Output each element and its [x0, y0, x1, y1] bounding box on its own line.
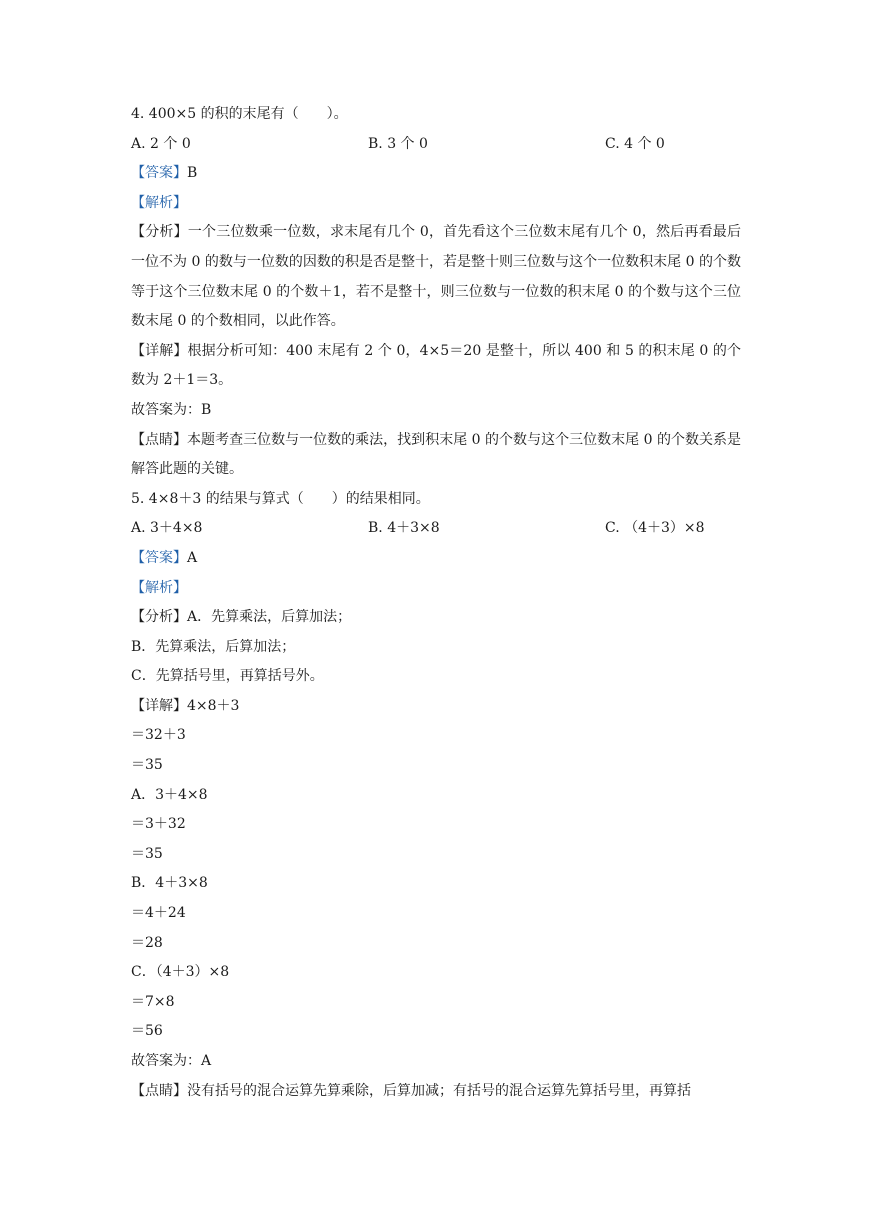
calc-step: ＝4＋24 — [131, 905, 186, 922]
question-5-options — [131, 514, 741, 544]
xiangjie-text: 根据分析可知：400 末尾有 2 个 0，4×5＝20 是整十，所以 400 和 5 的积末尾 0 的个数为 2＋1＝3。 — [131, 342, 742, 389]
question-4-text: 4. 400×5 的积的末尾有（ ）。 — [131, 106, 348, 122]
analysis-tag: 【解析】 — [131, 579, 187, 596]
fenxi-line: A．先算乘法，后算加法； — [187, 609, 352, 626]
calc-step: ＝35 — [131, 757, 163, 774]
dianjing-tag: 【点睛】 — [131, 1082, 187, 1099]
conclusion-line: 故答案为：B — [131, 401, 212, 418]
calc-step: ＝7×8 — [131, 993, 175, 1010]
calc-step: ＝56 — [131, 1023, 163, 1040]
analysis-heading — [131, 189, 741, 219]
document-page — [131, 100, 741, 1106]
analysis-paragraph — [131, 218, 741, 336]
conclusion-line: 故答案为：A — [131, 1053, 212, 1069]
option-b: B. 4＋3×8 — [368, 520, 440, 537]
answer-value: B — [187, 165, 198, 182]
dianjing-text: 没有括号的混合运算先算乘除，后算加减；有括号的混合运算先算括号里，再算括 — [187, 1082, 691, 1099]
analysis-heading — [131, 574, 741, 604]
option-c: C. （4＋3）×8 — [605, 520, 705, 537]
answer-line — [131, 159, 741, 189]
answer-tag: 【答案】 — [131, 165, 187, 182]
analysis-line: B．先算乘法，后算加法； — [131, 638, 296, 655]
analysis-line: C．先算括号里，再算括号外。 — [131, 668, 324, 685]
detail-paragraph — [131, 337, 741, 396]
xiangjie-tag: 【详解】 — [131, 342, 188, 359]
key-point-paragraph — [131, 426, 741, 485]
answer-tag: 【答案】 — [131, 549, 187, 566]
calc-step: A．3＋4×8 — [131, 786, 208, 803]
calc-step: ＝35 — [131, 845, 163, 862]
calc-step: ＝3＋32 — [131, 816, 186, 833]
option-a: A. 2 个 0 — [131, 135, 191, 152]
option-c: C. 4 个 0 — [605, 135, 665, 152]
dianjing-tag: 【点睛】 — [131, 431, 188, 448]
question-4-options — [131, 130, 741, 160]
xiangjie-tag: 【详解】 — [131, 697, 187, 714]
key-point-line — [131, 1077, 741, 1107]
calc-step: C．（4＋3）×8 — [131, 964, 230, 981]
dianjing-text: 本题考查三位数与一位数的乘法，找到积末尾 0 的个数与这个三位数末尾 0 的个数关系是解答此题的关键。 — [131, 431, 742, 478]
question-5-text: 5. 4×8＋3 的结果与算式（ ）的结果相同。 — [131, 490, 430, 507]
answer-line — [131, 544, 741, 574]
fenxi-text: 一个三位数乘一位数，求末尾有几个 0，首先看这个三位数末尾有几个 0，然后再看最后一位不为 0 的数与一位数的因数的积是否是整十，若是整十则三位数与这个一位数积末尾 0 的个数等于这个三位数末尾 0 的个数＋1，若不是整十，则三位数与一位数的积末尾 0 的个数与这个三位数末尾 0 的个数相同，以此作答。 — [131, 224, 741, 330]
fenxi-tag: 【分析】 — [131, 609, 187, 626]
analysis-line — [131, 603, 741, 633]
answer-value: A — [187, 549, 198, 566]
calc-step: ＝32＋3 — [131, 727, 186, 744]
xiangjie-first: 4×8＋3 — [187, 697, 240, 714]
option-a: A. 3＋4×8 — [131, 520, 203, 537]
calc-step: ＝28 — [131, 934, 163, 951]
option-b: B. 3 个 0 — [368, 135, 428, 152]
detail-line — [131, 692, 741, 722]
fenxi-tag: 【分析】 — [131, 224, 188, 241]
analysis-tag: 【解析】 — [131, 194, 187, 211]
calc-step: B．4＋3×8 — [131, 875, 208, 892]
